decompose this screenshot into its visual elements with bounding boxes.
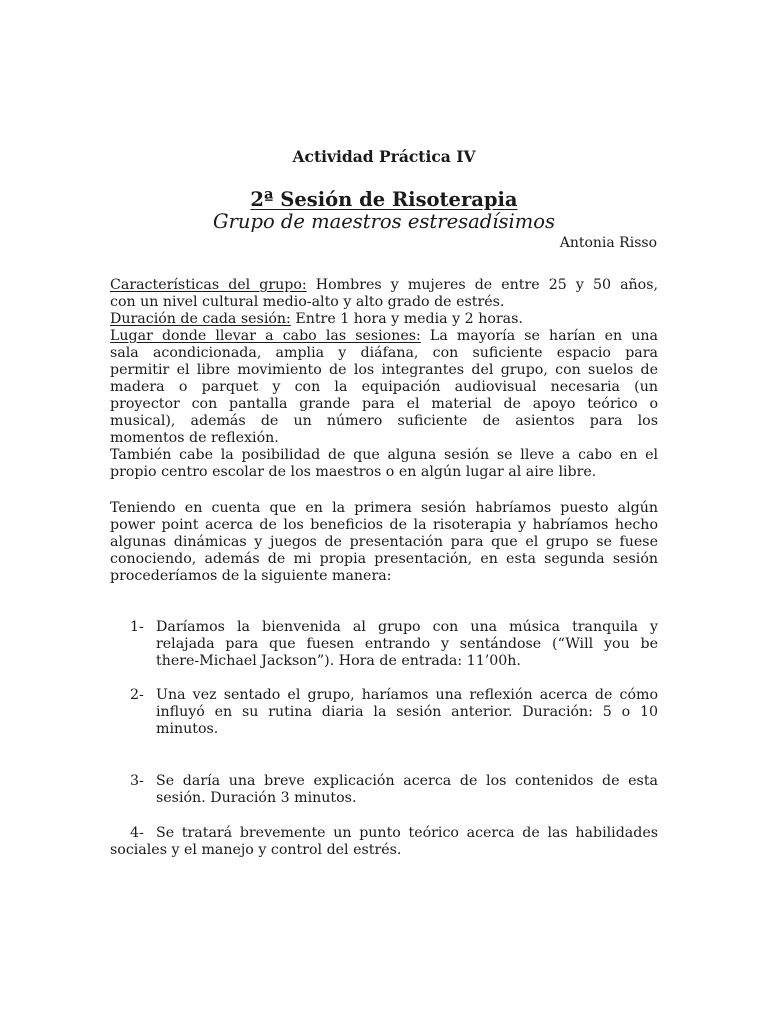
intro-line: algunas dinámicas y juegos de presentación para que el grupo se fuese <box>110 534 658 550</box>
characteristics-line-1: Características del grupo: Hombres y mujeres de entre 25 y 50 años, <box>110 277 659 293</box>
duration-line: Duración de cada sesión: Entre 1 hora y media y 2 horas. <box>110 311 523 327</box>
list-item-line: Se tratará brevemente un punto teórico acerca de las habilidades <box>156 825 658 841</box>
list-item-line: influyó en su rutina diaria la sesión anterior. Duración: 5 o 10 <box>156 704 658 720</box>
page-title: Actividad Práctica IV <box>292 147 476 166</box>
characteristics-label: Características del grupo: <box>110 277 307 293</box>
list-item-line-last: minutos. <box>156 721 219 737</box>
location-line: proyector con pantalla grande para el material de apoyo teórico o <box>110 396 658 412</box>
list-item-number: 3- <box>130 773 144 789</box>
location-line: musical), además de un número suficiente de asientos para los <box>110 413 658 429</box>
location-line-last: momentos de reflexión. <box>110 430 279 446</box>
location-line-1: Lugar donde llevar a cabo las sesiones: La mayoría se harían en una <box>110 328 658 344</box>
location-line: permitir el libre movimiento de los integrantes del grupo, con suelos de <box>110 362 658 378</box>
list-item-line-last: sesión. Duración 3 minutos. <box>156 790 357 806</box>
list-item-number: 2- <box>130 687 144 703</box>
list-item-line-last: sociales y el manejo y control del estrés. <box>110 842 402 858</box>
duration-label: Duración de cada sesión: <box>110 311 291 327</box>
also-line-1: También cabe la posibilidad de que alguna sesión se lleve a cabo en el <box>110 447 658 463</box>
location-label: Lugar donde llevar a cabo las sesiones: <box>110 328 421 344</box>
list-item-line: Una vez sentado el grupo, haríamos una reflexión acerca de cómo <box>156 687 658 703</box>
list-item-line: Daríamos la bienvenida al grupo con una música tranquila y <box>156 619 658 635</box>
intro-line: conociendo, además de mi propia presentación, en esta segunda sesión <box>110 551 658 567</box>
location-line: madera o parquet y con la equipación audiovisual necesaria (un <box>110 379 658 395</box>
author-name: Antonia Risso <box>559 235 657 251</box>
list-item-line-last: there-Michael Jackson”). Hora de entrada: 11’00h. <box>156 653 521 669</box>
also-line-2: propio centro escolar de los maestros o en algún lugar al aire libre. <box>110 464 597 480</box>
session-subtitle: Grupo de maestros estresadísimos <box>213 210 555 233</box>
list-item-number: 4- <box>130 825 144 841</box>
intro-line-last: procederíamos de la siguiente manera: <box>110 568 392 584</box>
characteristics-line-2: con un nivel cultural medio-alto y alto grado de estrés. <box>110 294 505 310</box>
list-item-number: 1- <box>130 619 144 635</box>
session-title: 2ª Sesión de Risoterapia <box>250 188 518 211</box>
list-item-line: relajada para que fuesen entrando y sentándose (“Will you be <box>156 636 658 652</box>
list-item-line: Se daría una breve explicación acerca de los contenidos de esta <box>156 773 658 789</box>
location-line: sala acondicionada, amplia y diáfana, con suficiente espacio para <box>110 345 658 361</box>
intro-line: power point acerca de los beneficios de la risoterapia y habríamos hecho <box>110 517 658 533</box>
intro-line: Teniendo en cuenta que en la primera sesión habríamos puesto algún <box>110 500 658 516</box>
